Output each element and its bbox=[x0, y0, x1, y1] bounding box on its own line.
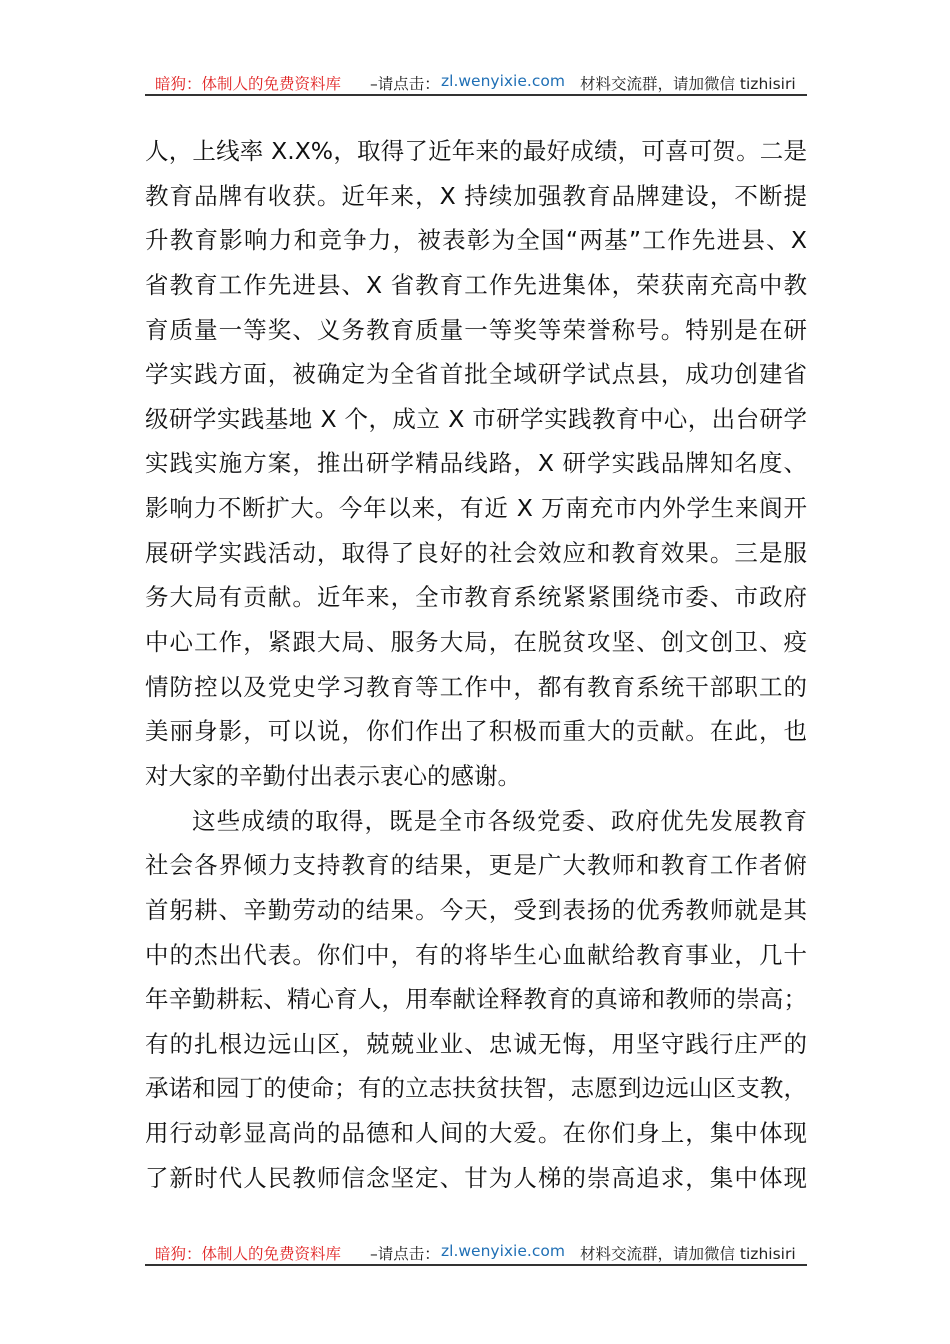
text-line: 实践实施方案，推出研学精品线路，X 研学实践品牌知名度、 bbox=[145, 449, 807, 478]
text-line: 育质量一等奖、义务教育质量一等奖等荣誉称号。特别是在研 bbox=[145, 315, 807, 344]
text-line: 省教育工作先进县、X 省教育工作先进集体，荣获南充高中教 bbox=[145, 270, 807, 299]
header-contact: 材料交流群，请加微信 tizhisiri bbox=[580, 75, 796, 93]
text-line: 这些成绩的取得，既是全市各级党委、政府优先发展教育 bbox=[192, 806, 807, 835]
text-line: 首躬耕、辛勤劳动的结果。今天，受到表扬的优秀教师就是其 bbox=[145, 895, 807, 924]
footer-contact: 材料交流群，请加微信 tizhisiri bbox=[580, 1245, 796, 1263]
text-line: 中的杰出代表。你们中，有的将毕生心血献给教育事业，几十 bbox=[145, 940, 807, 969]
text-line: 人，上线率 X.X%，取得了近年来的最好成绩，可喜可贺。二是 bbox=[145, 137, 807, 165]
header-url-link[interactable]: zl.wenyixie.com bbox=[441, 72, 565, 90]
footer-url-link[interactable]: zl.wenyixie.com bbox=[441, 1242, 565, 1260]
paragraph-1 bbox=[145, 129, 807, 799]
text-line: 务大局有贡献。近年来，全市教育系统紧紧围绕市委、市政府 bbox=[145, 583, 807, 612]
text-line: 年辛勤耕耘、精心育人，用奉献诠释教育的真谛和教师的崇高； bbox=[145, 985, 807, 1014]
text-line: 承诺和园丁的使命；有的立志扶贫扶智，志愿到边远山区支教， bbox=[145, 1074, 807, 1103]
document-body bbox=[145, 129, 807, 1200]
paragraph-2 bbox=[145, 799, 807, 1201]
text-line: 美丽身影，可以说，你们作出了积极而重大的贡献。在此，也 bbox=[145, 717, 807, 746]
page-header bbox=[145, 66, 807, 96]
text-line: 情防控以及党史学习教育等工作中，都有教育系统干部职工的 bbox=[145, 672, 807, 701]
text-line: 级研学实践基地 X 个，成立 X 市研学实践教育中心，出台研学 bbox=[145, 404, 807, 433]
page-footer bbox=[145, 1236, 807, 1266]
text-line: 有的扎根边远山区，兢兢业业、忠诚无悔，用坚守践行庄严的 bbox=[145, 1029, 807, 1058]
text-line: 学实践方面，被确定为全省首批全域研学试点县，成功创建省 bbox=[145, 360, 807, 389]
footer-site-name: 暗狗：体制人的免费资料库 bbox=[155, 1245, 342, 1263]
text-line: 升教育影响力和竞争力，被表彰为全国“两基”工作先进县、X bbox=[145, 226, 807, 255]
text-line: 对大家的辛勤付出表示衷心的感谢。 bbox=[145, 761, 521, 790]
text-line: 中心工作，紧跟大局、服务大局，在脱贫攻坚、创文创卫、疫 bbox=[145, 628, 807, 657]
text-line: 影响力不断扩大。今年以来，有近 X 万南充市内外学生来阆开 bbox=[145, 494, 807, 523]
text-line: 展研学实践活动，取得了良好的社会效应和教育效果。三是服 bbox=[145, 538, 807, 567]
text-line: 用行动彰显高尚的品德和人间的大爱。在你们身上，集中体现 bbox=[145, 1119, 807, 1148]
header-click-prompt: –请点击： bbox=[370, 75, 440, 93]
footer-click-prompt: –请点击： bbox=[370, 1245, 440, 1263]
text-line: 教育品牌有收获。近年来，X 持续加强教育品牌建设，不断提 bbox=[145, 181, 807, 210]
header-site-name: 暗狗：体制人的免费资料库 bbox=[155, 75, 342, 93]
text-line: 了新时代人民教师信念坚定、甘为人梯的崇高追求，集中体现 bbox=[145, 1163, 807, 1192]
text-line: 社会各界倾力支持教育的结果，更是广大教师和教育工作者俯 bbox=[145, 851, 807, 880]
